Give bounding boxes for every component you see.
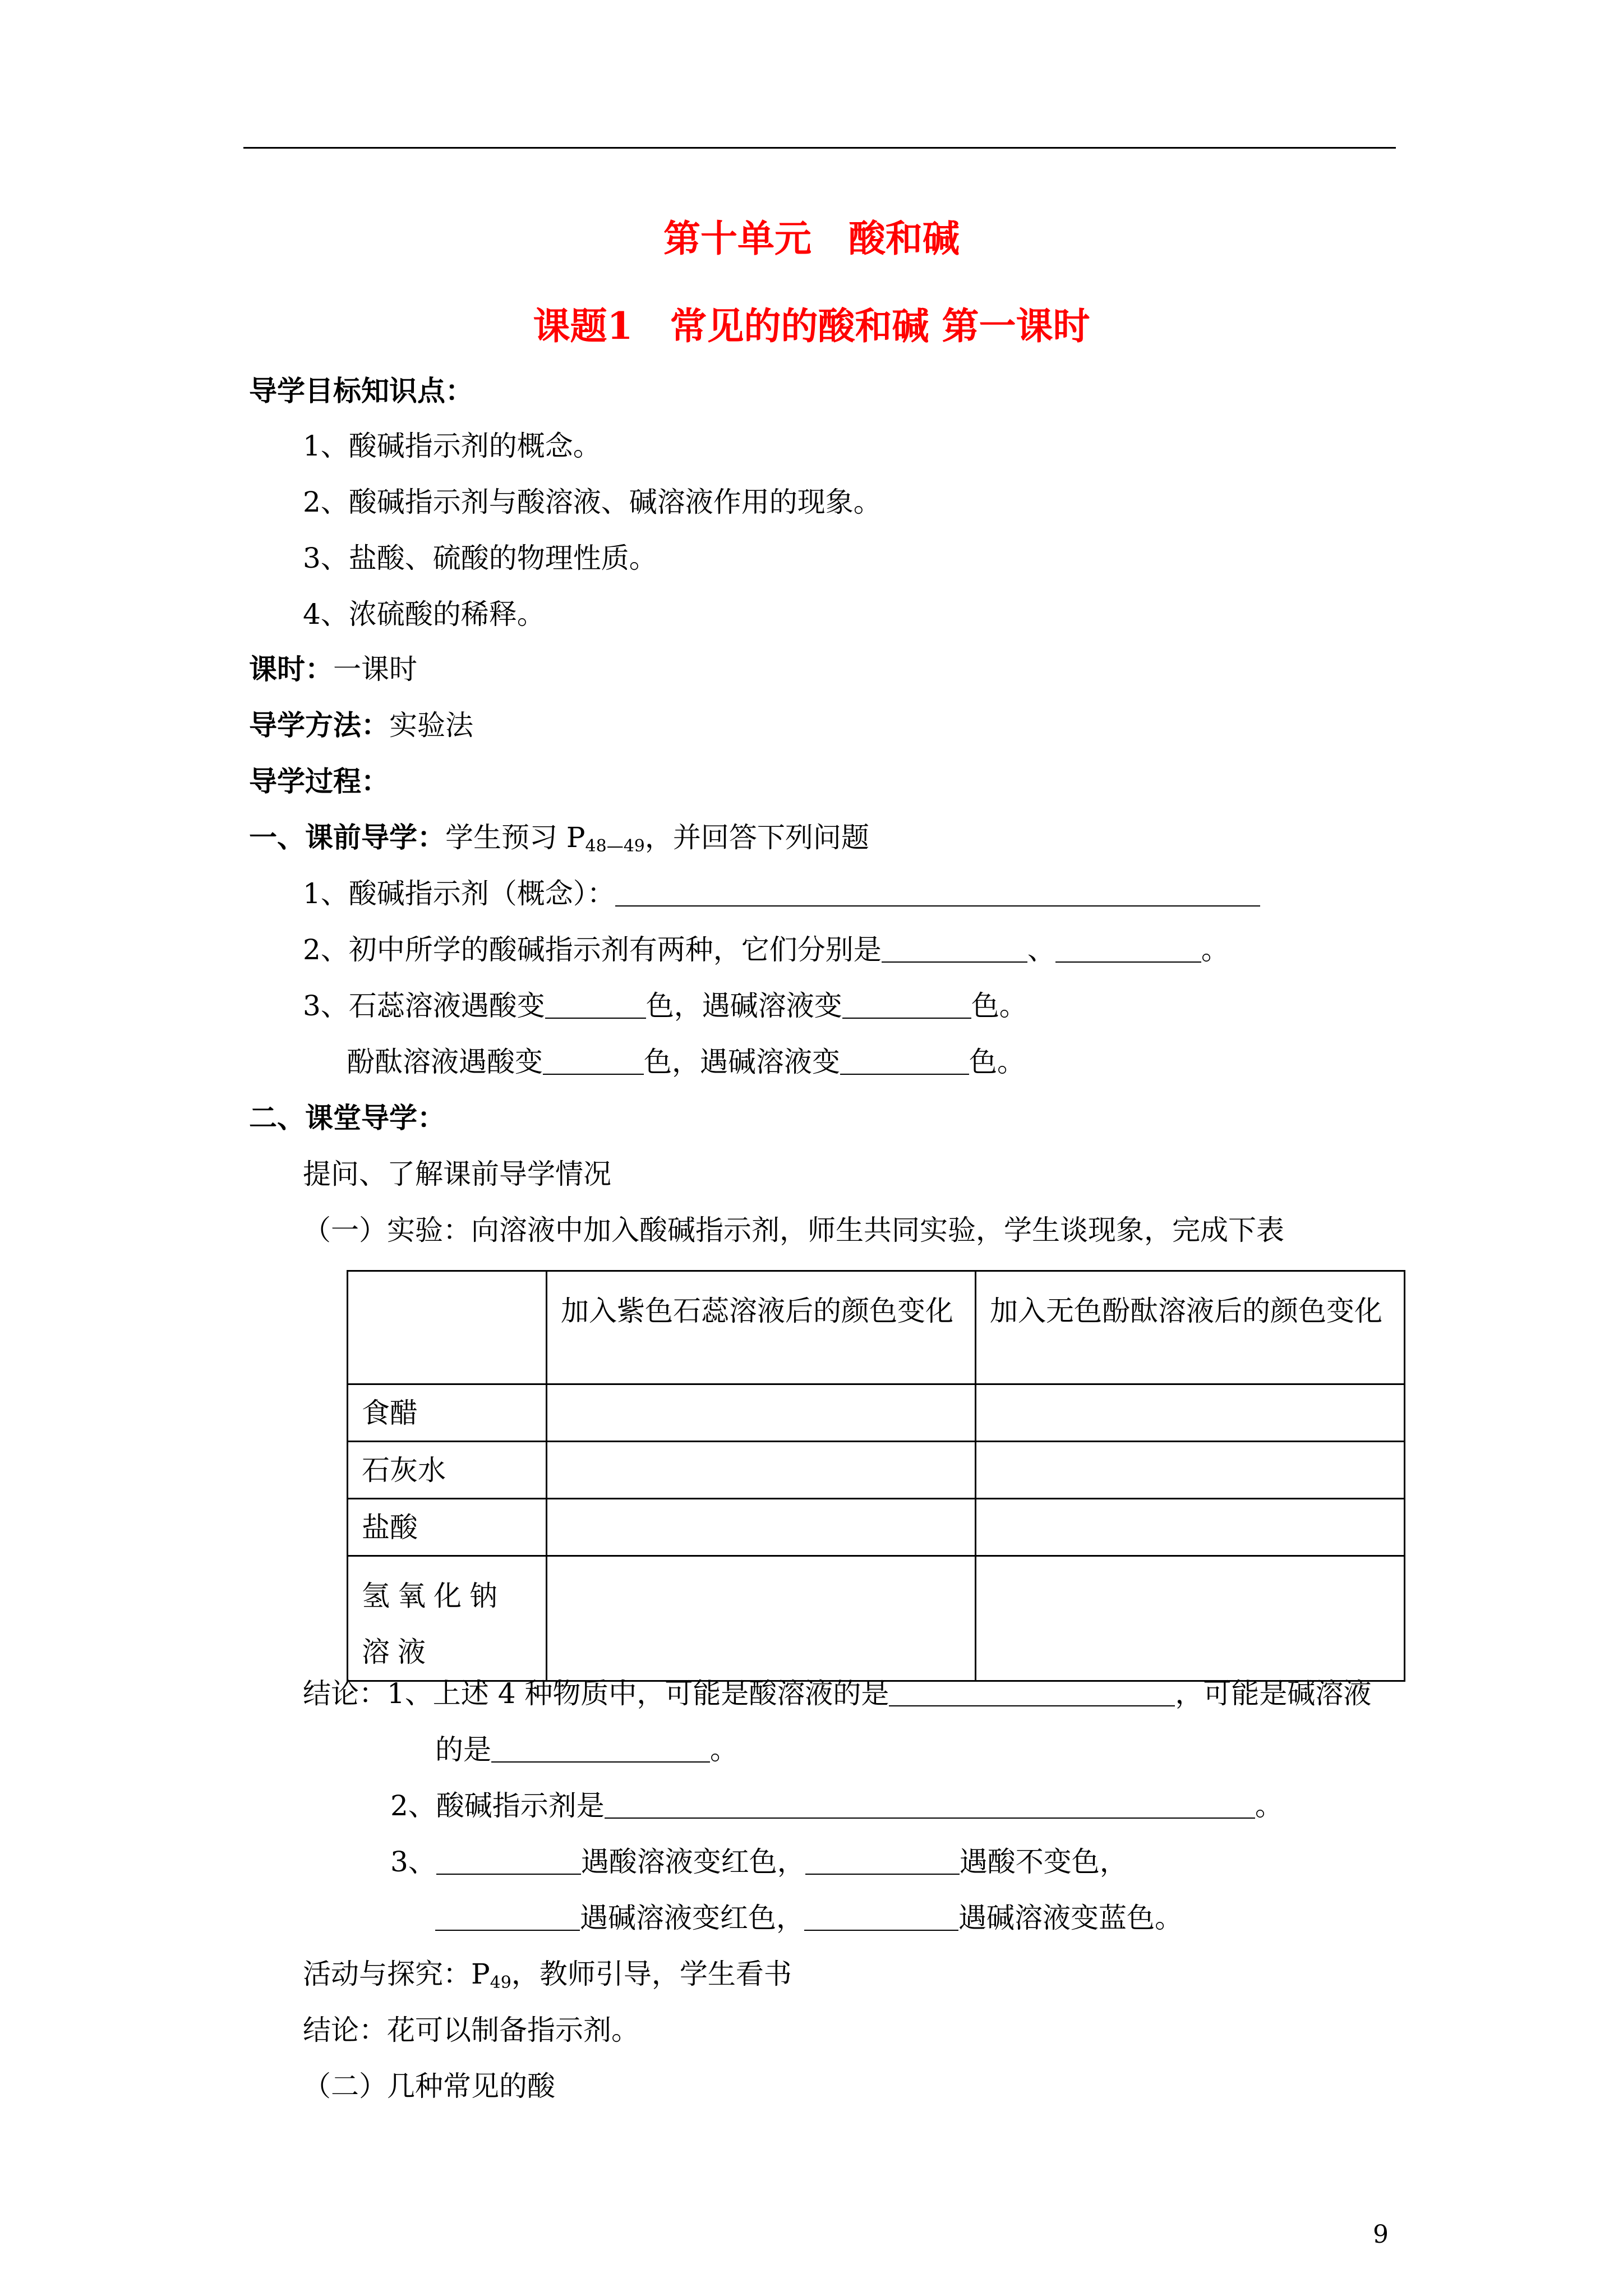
answer-cell[interactable] [547, 1499, 976, 1556]
column-header-phenolphthalein: 加入无色酚酞溶液后的颜色变化 [976, 1271, 1405, 1384]
table-row [348, 1499, 1405, 1556]
table-row [348, 1556, 1405, 1681]
answer-blank[interactable] [889, 1680, 1175, 1706]
activity-text: 活动与探究：P [303, 1958, 490, 1990]
conclusion-2 [390, 1789, 1283, 1822]
flower-conclusion: 结论：花可以制备指示剂。 [303, 2014, 639, 2046]
answer-blank[interactable] [436, 1848, 581, 1875]
answer-blank[interactable] [1055, 936, 1201, 963]
question-text: 3、石蕊溶液遇酸变 [303, 990, 545, 1022]
separator: 、 [1027, 933, 1055, 966]
answer-blank[interactable] [805, 1848, 960, 1875]
question-end: 色。 [971, 990, 1027, 1022]
preclass-heading: 一、课前导学： [249, 821, 445, 854]
table-row [348, 1442, 1405, 1499]
method-value: 实验法 [389, 709, 473, 742]
answer-blank[interactable] [435, 1904, 580, 1931]
answer-cell[interactable] [976, 1499, 1405, 1556]
objective-item: 2、酸碱指示剂与酸溶液、碱溶液作用的现象。 [303, 486, 882, 518]
conclusion-3 [390, 1848, 1128, 1876]
answer-cell[interactable] [976, 1384, 1405, 1442]
activity-page: 49 [490, 1973, 511, 1993]
method-line [249, 708, 473, 742]
answer-blank[interactable] [543, 1048, 644, 1075]
conclusion-end: 。 [710, 1733, 738, 1766]
period-line [249, 652, 417, 685]
question-text: 酚酞溶液遇酸变 [347, 1046, 543, 1078]
question-1 [303, 877, 1260, 910]
conclusion-text: 遇酸溶液变红色， [580, 1846, 805, 1878]
question-2 [303, 933, 1229, 966]
table-header-row [348, 1271, 1405, 1384]
preclass-intro: 学生预习 P [445, 821, 585, 854]
objective-item: 1、酸碱指示剂的概念。 [303, 430, 601, 462]
page-number: 9 [1373, 2220, 1389, 2249]
header-rule [243, 147, 1396, 149]
conclusion-1 [303, 1677, 1372, 1710]
question-3 [303, 992, 1027, 1020]
table-corner-cell [348, 1271, 547, 1384]
answer-cell[interactable] [547, 1442, 976, 1499]
period-value: 一课时 [333, 653, 417, 685]
conclusion-end: 。 [1255, 1789, 1283, 1822]
answer-blank[interactable] [491, 1736, 710, 1763]
table-row [348, 1384, 1405, 1442]
inclass-ask: 提问、了解课前导学情况 [303, 1158, 611, 1190]
indicator-table [347, 1270, 1405, 1682]
question-text: 1、酸碱指示剂（概念）： [303, 877, 615, 910]
preclass-intro-end: ，并回答下列问题 [644, 821, 869, 854]
question-text: 色，遇碱溶液变 [644, 1046, 840, 1078]
question-text: 2、初中所学的酸碱指示剂有两种，它们分别是 [303, 933, 882, 966]
answer-blank[interactable] [804, 1904, 958, 1931]
unit-title: 第十单元 酸和碱 [663, 217, 960, 260]
row-label: 盐酸 [348, 1499, 547, 1556]
answer-blank[interactable] [840, 1048, 969, 1075]
column-header-litmus: 加入紫色石蕊溶液后的颜色变化 [547, 1271, 976, 1384]
conclusion-text: 3、 [390, 1846, 436, 1878]
objective-item: 4、浓硫酸的稀释。 [303, 598, 545, 631]
question-text: 色，遇碱溶液变 [645, 990, 842, 1022]
conclusion-text: 遇酸不变色， [959, 1846, 1128, 1878]
answer-cell[interactable] [547, 1384, 976, 1442]
objective-item: 3、盐酸、硫酸的物理性质。 [303, 542, 657, 574]
answer-blank[interactable] [882, 936, 1027, 963]
experiment-instruction: （一）实验：向溶液中加入酸碱指示剂，师生共同实验，学生谈现象，完成下表 [303, 1214, 1284, 1246]
conclusion-text: 遇碱溶液变蓝色。 [958, 1902, 1183, 1934]
conclusion-1-cont [435, 1733, 738, 1766]
conclusion-text: 结论：1、上述 4 种物质中，可能是酸溶液的是 [303, 1677, 889, 1710]
question-end: 。 [1201, 933, 1229, 966]
objectives-heading: 导学目标知识点： [249, 374, 473, 407]
conclusion-text: 2、酸碱指示剂是 [390, 1789, 605, 1822]
answer-cell[interactable] [976, 1556, 1405, 1681]
conclusion-text: ，可能是碱溶液 [1175, 1677, 1372, 1710]
row-label: 石灰水 [348, 1442, 547, 1499]
process-heading: 导学过程： [249, 765, 389, 798]
conclusion-text: 的是 [435, 1733, 491, 1766]
question-end: 色。 [969, 1046, 1025, 1078]
conclusion-text: 遇碱溶液变红色， [580, 1902, 804, 1934]
period-label: 课时： [249, 652, 333, 685]
question-4 [347, 1048, 1025, 1076]
common-acids-heading: （二）几种常见的酸 [303, 2070, 555, 2102]
conclusion-4 [435, 1904, 1183, 1932]
answer-blank[interactable] [545, 992, 646, 1019]
row-label: 食醋 [348, 1384, 547, 1442]
preclass-line [249, 823, 869, 855]
row-label: 氢氧化钠溶液 [348, 1556, 547, 1681]
activity-line [303, 1960, 792, 1991]
answer-cell[interactable] [976, 1442, 1405, 1499]
answer-blank[interactable] [615, 880, 1260, 907]
preview-pages: 48—49 [585, 836, 645, 856]
answer-blank[interactable] [842, 992, 971, 1019]
method-label: 导学方法： [249, 708, 389, 742]
activity-text: ，教师引导，学生看书 [511, 1958, 792, 1990]
lesson-title: 课题1 常见的的酸和碱 第一课时 [533, 304, 1090, 348]
inclass-heading: 二、课堂导学： [249, 1101, 445, 1134]
answer-cell[interactable] [547, 1556, 976, 1681]
answer-blank[interactable] [605, 1792, 1255, 1819]
